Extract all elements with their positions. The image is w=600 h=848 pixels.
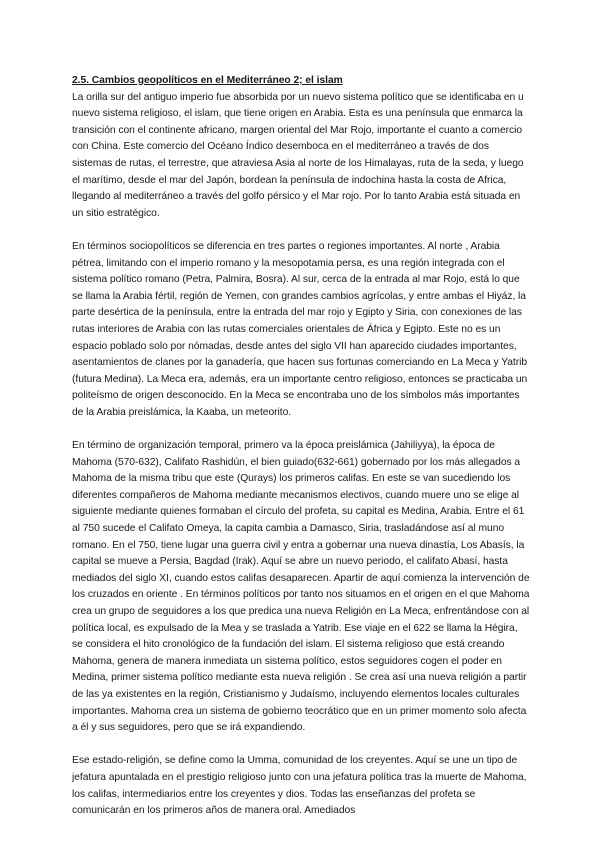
paragraph-2: En términos sociopolíticos se diferencia en tres partes o regiones importantes. Al norte , Arabia pétrea, limitando con el imperio romano y la mesopotamia persa, es una región integrada con el sistema político romano (Petra, Palmira, Bosra). Al sur, cerca de la entrada al mar Rojo, está lo que se llama la Arabia fértil, región de Yemen, con grandes cambios agrícolas, y entre ambas el Hiyáz, la parte desértica de la península, entre la entrada del mar rojo y Egipto y Siria, con conexiones de las rutas interiores de Arabia con las rutas comerciales orientales de África y Egipto. Este no es un espacio poblado solo por nómadas, desde antes del siglo VII han aparecido ciudades importantes, asentamientos de clanes por la ganadería, que hacen sus fortunas comerciando en La Meca y Yatrib (futura Medina). La Meca era, además, era un importante centro religioso, entonces se practicaba un politeísmo de origen desconocido. En la Meca se encontraba uno de los símbolos más importantes de la Arabia preislámica, la Kaaba, un meteorito.: [72, 240, 528, 418]
document-body: [72, 73, 530, 820]
paragraph-1: La orilla sur del antiguo imperio fue absorbida por un nuevo sistema político que se identificaba en u nuevo sistema religioso, el islam, que tiene origen en Arabia. Esta es una península que enmarca la transición con el continente africano, margen oriental del Mar Rojo, importante el cuanto a comercio con China. Este comercio del Océano Índico desemboca en el mediterráneo a través de dos sistemas de rutas, el terrestre, que atraviesa Asia al norte de los Himalayas, ruta de la seda, y luego el marítimo, desde el mar del Japón, bordean la península de indochina hasta la costa de Africa, llegando al mediterráneo a través del golfo pérsico y el Mar rojo. Por lo tanto Arabia está situada en un sitio estratégico.: [72, 91, 524, 219]
section-heading: 2.5. Cambios geopolíticos en el Mediterráneo 2; el islam: [72, 75, 343, 86]
paragraph-4: Ese estado-religión, se define como la Umma, comunidad de los creyentes. Aquí se une un tipo de jefatura apuntalada en el prestigio religioso junto con una jefatura política tras la muerte de Mahoma, los califas, intermediarios entre los creyentes y dios. Todas las enseñanzas del profeta se comunicarán en los primeros años de manera oral. Amediados: [72, 755, 527, 817]
paragraph-3: En término de organización temporal, primero va la época preislámica (Jahiliyya), la época de Mahoma (570-632), Califato Rashidún, el bien guiado(632-661) gobernado por los más allegados a Mahoma de la misma tribu que este (Qurays) los primeros califas. En este se van sucediendo los diferentes compañeros de Mahoma mediante mecanismos electivos, cuando muere uno se elige al siguiente mediante quienes formaban el círculo del profeta, su capital es Medina, Arabia. Entre el 61 al 750 sucede el Califato Omeya, la capita cambia a Damasco, Siria, trasladándose así al muno romano. En el 750, tiene lugar una guerra civil y entra a gobernar una nueva dinastía, Los Abasís, la capital se mueve a Persia, Bagdad (Irak). Aquí se abre un nuevo periodo, el califato Abasí, hasta mediados del siglo XI, cuando estos califas desaparecen. Apartir de aquí comienza la intervención de los cruzados en oriente . En términos políticos por tanto nos situamos en el origen en el que Mahoma crea un grupo de seguidores a los que predica una nueva Religión en La Meca, enfrentándose con al política local, es expulsado de la Mea y se traslada a Yatrib. Ese viaje en el 622 se llama la Hégira, se considera el hito cronológico de la fundación del islam. El sistema religioso que está creando Mahoma, genera de manera inmediata un sistema político, estos seguidores cogen el poder en Medina, primer sistema político mediante esta nueva religión . Se crea así una nueva religión a partir de las ya existentes en la región, Cristianismo y Judaísmo, incluyendo elementos locales culturales importantes. Mahoma crea un sistema de gobierno teocrático que en un primer momento solo afecta a él y sus seguidores, pero que se irá expandiendo.: [72, 440, 530, 734]
